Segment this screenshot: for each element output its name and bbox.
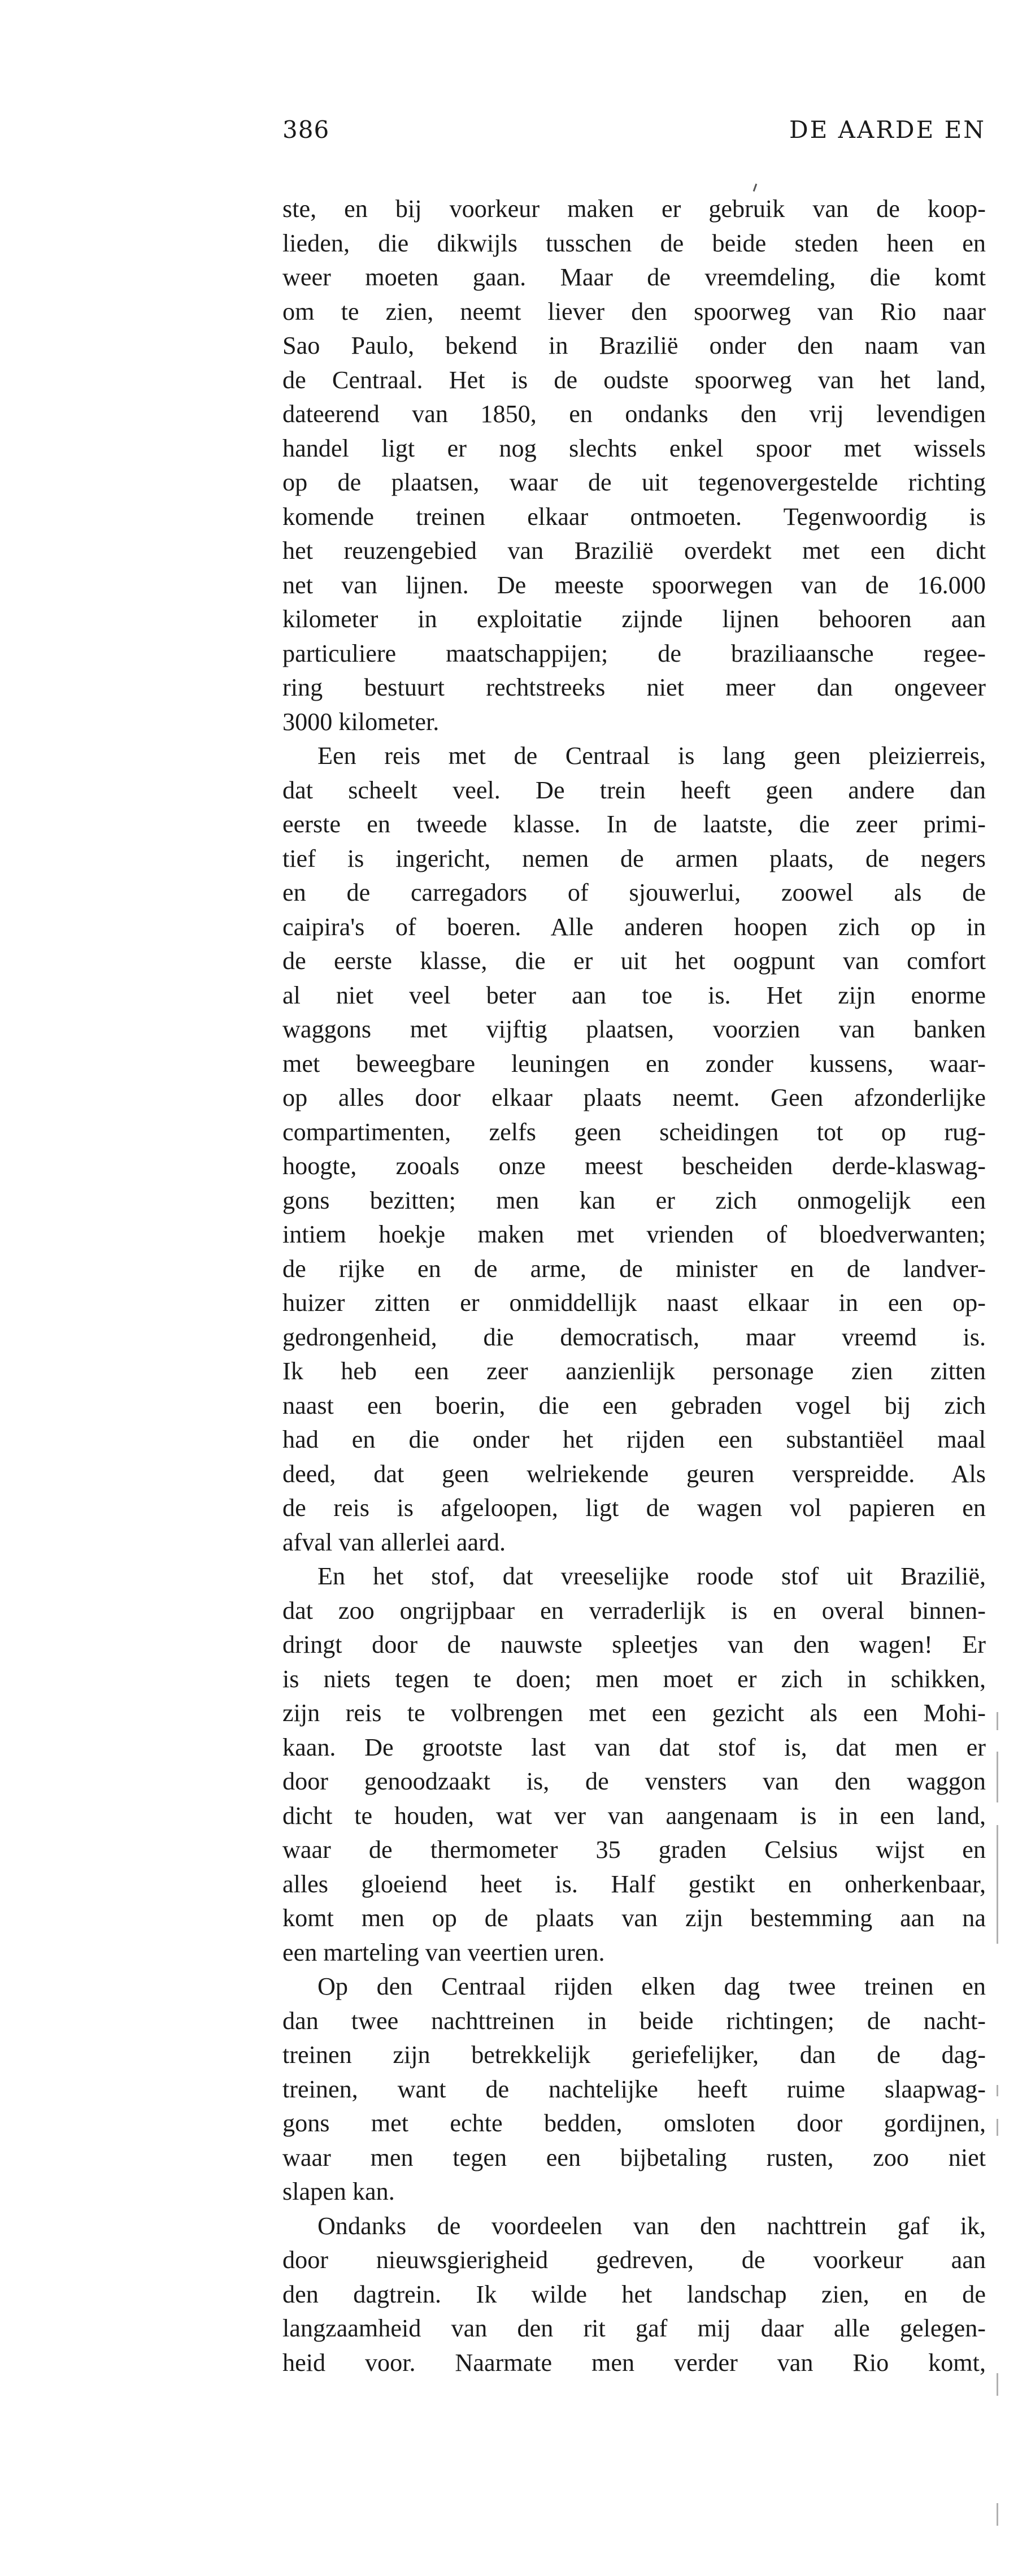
text-line: ste, en bij voorkeur maken er gebruik van de koop-	[282, 195, 986, 223]
ink-speck	[753, 184, 758, 192]
text-line: tief is ingericht, nemen de armen plaats, de negers	[282, 844, 986, 872]
text-line: de reis is afgeloopen, ligt de wagen vol papieren en	[282, 1494, 986, 1522]
text-line: intiem hoekje maken met vrienden of bloedverwanten;	[282, 1220, 986, 1248]
paragraph-first-line: Ondanks de voordeelen van den nachttrein gaf ik,	[317, 2212, 986, 2240]
text-line: dat scheelt veel. De trein heeft geen andere dan	[282, 776, 986, 804]
text-line: op de plaatsen, waar de uit tegenovergestelde richting	[282, 468, 986, 496]
text-line: waar de thermometer 35 graden Celsius wijst en	[282, 1836, 986, 1863]
text-line: de eerste klasse, die er uit het oogpunt van comfort	[282, 947, 986, 975]
text-line: dan twee nachttreinen in beide richtingen; de nacht-	[282, 2006, 986, 2035]
paragraph-first-line: En het stof, dat vreeselijke roode stof uit Brazilië,	[317, 1562, 986, 1590]
text-line: door genoodzaakt is, de vensters van den waggon	[282, 1767, 986, 1795]
text-line: huizer zitten er onmiddellijk naast elkaar in een op-	[282, 1289, 986, 1317]
text-line: Ik heb een zeer aanzienlijk personage zien zitten	[282, 1357, 986, 1385]
text-line: Sao Paulo, bekend in Brazilië onder den naam van	[282, 332, 986, 359]
margin-rule	[997, 2373, 998, 2396]
margin-rule	[997, 2503, 998, 2526]
text-line: dringt door de nauwste spleetjes van den wagen! Er	[282, 1631, 986, 1658]
text-line: net van lijnen. De meeste spoorwegen van de 16.000	[282, 571, 986, 599]
text-line: dicht te houden, wat ver van aangenaam is in een land,	[282, 1801, 986, 1830]
text-line: met beweegbare leuningen en zonder kussens, waar-	[282, 1049, 986, 1078]
running-title: DE AARDE EN	[789, 116, 986, 144]
text-line: dat zoo ongrijpbaar en verraderlijk is en overal binnen-	[282, 1596, 986, 1624]
text-line: hoogte, zooals onze meest bescheiden derde-klaswag-	[282, 1152, 986, 1180]
page-number: 386	[282, 116, 330, 144]
margin-rule	[997, 1825, 998, 1944]
paragraph-end-line: afval van allerlei aard.	[282, 1528, 506, 1556]
text-line: treinen zijn betrekkelijk geriefelijker, dan de dag-	[282, 2041, 986, 2069]
text-line: om te zien, neemt liever den spoorweg van Rio naar	[282, 297, 986, 325]
text-line: had en die onder het rijden een substantiëel maal	[282, 1426, 986, 1453]
text-line: langzaamheid van den rit gaf mij daar alle gelegen-	[282, 2314, 986, 2342]
paragraph-end-line: een marteling van veertien uren.	[282, 1938, 605, 1966]
running-head	[282, 116, 986, 150]
text-line: kaan. De grootste last van dat stof is, dat men er	[282, 1733, 986, 1761]
text-line: weer moeten gaan. Maar de vreemdeling, die komt	[282, 263, 986, 291]
text-line: gons met echte bedden, omsloten door gordijnen,	[282, 2109, 986, 2137]
text-line: alles gloeiend heet is. Half gestikt en onherkenbaar,	[282, 1870, 986, 1898]
text-line: caipira's of boeren. Alle anderen hoopen zich op in	[282, 913, 986, 941]
paragraph-end-line: 3000 kilometer.	[282, 707, 440, 736]
margin-rule	[997, 1752, 998, 1802]
text-line: waggons met vijftig plaatsen, voorzien van banken	[282, 1015, 986, 1043]
text-line: de Centraal. Het is de oudste spoorweg van het land,	[282, 366, 986, 394]
text-line: gedrongenheid, die democratisch, maar vreemd is.	[282, 1323, 986, 1351]
margin-rule	[997, 2119, 998, 2136]
paragraph-first-line: Op den Centraal rijden elken dag twee treinen en	[317, 1973, 986, 2000]
text-line: de rijke en de arme, de minister en de landver-	[282, 1254, 986, 1283]
text-line: gons bezitten; men kan er zich onmogelijk een	[282, 1186, 986, 1214]
body-text	[282, 192, 986, 2380]
margin-rule	[997, 1712, 998, 1730]
text-line: deed, dat geen welriekende geuren verspreidde. Als	[282, 1459, 986, 1488]
text-line: treinen, want de nachtelijke heeft ruime slaapwag-	[282, 2075, 986, 2103]
text-line: al niet veel beter aan toe is. Het zijn enorme	[282, 981, 986, 1009]
text-line: handel ligt er nog slechts enkel spoor met wissels	[282, 434, 986, 462]
margin-rule	[997, 2085, 998, 2096]
text-line: waar men tegen een bijbetaling rusten, zoo niet	[282, 2143, 986, 2171]
text-line: komt men op de plaats van zijn bestemming aan na	[282, 1904, 986, 1932]
paragraph-end-line: slapen kan.	[282, 2178, 395, 2205]
paragraph-first-line: Een reis met de Centraal is lang geen pleizierreis,	[317, 742, 986, 770]
text-line: op alles door elkaar plaats neemt. Geen afzonderlijke	[282, 1084, 986, 1111]
text-line: heid voor. Naarmate men verder van Rio komt,	[282, 2348, 986, 2377]
text-line: is niets tegen te doen; men moet er zich in schikken,	[282, 1665, 986, 1693]
text-line: particuliere maatschappijen; de braziliaansche regee-	[282, 639, 986, 667]
text-line: zijn reis te volbrengen met een gezicht als een Mohi-	[282, 1699, 986, 1727]
text-line: komende treinen elkaar ontmoeten. Tegenwoordig is	[282, 502, 986, 531]
text-line: compartimenten, zelfs geen scheidingen tot op rug-	[282, 1118, 986, 1146]
text-line: naast een boerin, die een gebraden vogel bij zich	[282, 1391, 986, 1419]
text-line: door nieuwsgierigheid gedreven, de voorkeur aan	[282, 2246, 986, 2274]
text-line: en de carregadors of sjouwerlui, zoowel als de	[282, 879, 986, 906]
text-line: dateerend van 1850, en ondanks den vrij levendigen	[282, 400, 986, 428]
text-line: eerste en tweede klasse. In de laatste, die zeer primi-	[282, 810, 986, 838]
text-line: kilometer in exploitatie zijnde lijnen behooren aan	[282, 605, 986, 633]
text-line: het reuzengebied van Brazilië overdekt met een dicht	[282, 537, 986, 564]
text-line: ring bestuurt rechtstreeks niet meer dan ongeveer	[282, 674, 986, 701]
text-line: den dagtrein. Ik wilde het landschap zien, en de	[282, 2280, 986, 2308]
text-line: lieden, die dikwijls tusschen de beide steden heen en	[282, 229, 986, 257]
